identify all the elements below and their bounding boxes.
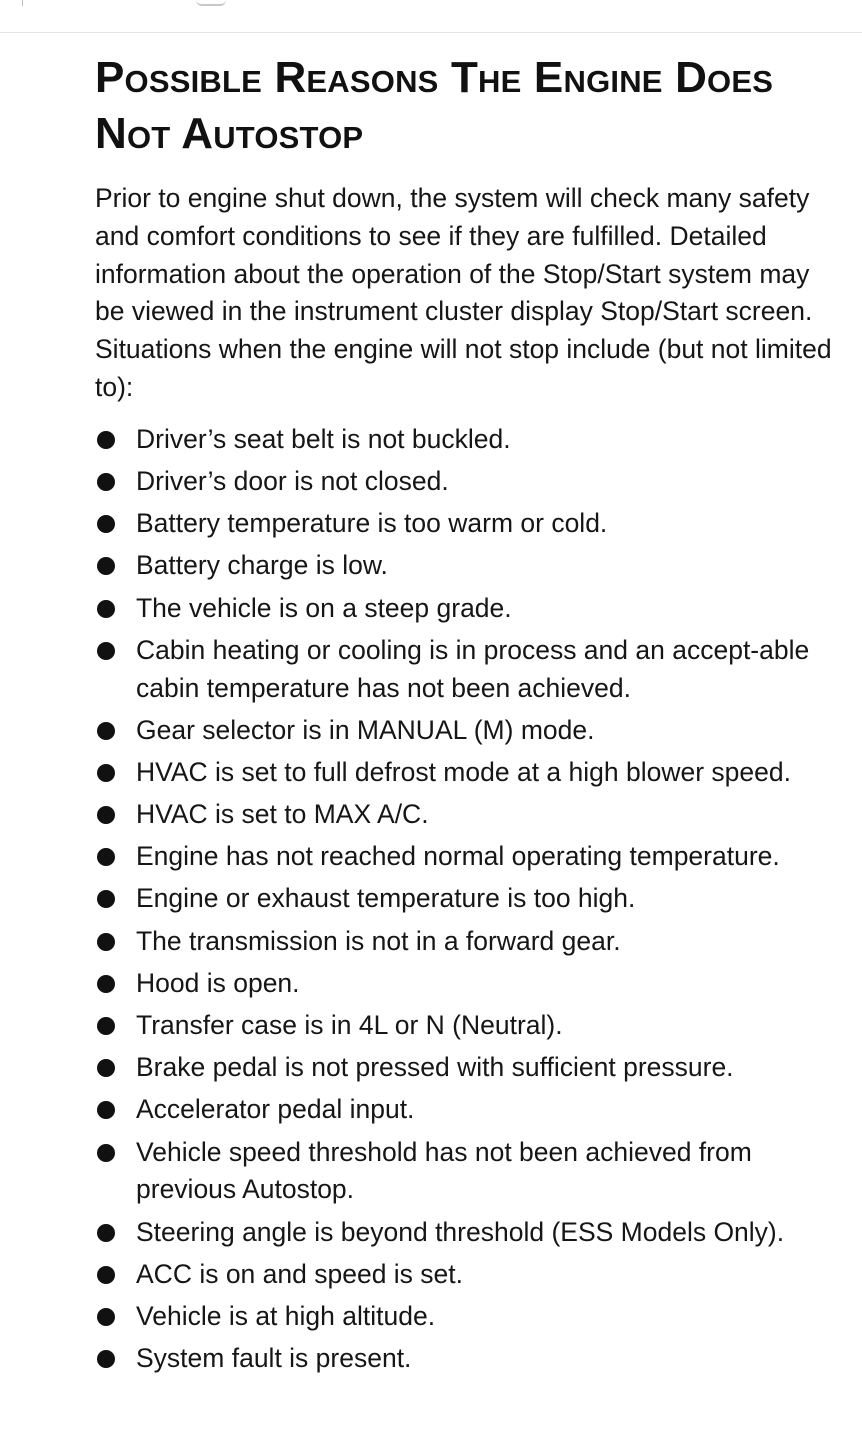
- reason-text: Engine or exhaust temperature is too high.: [136, 883, 636, 914]
- list-item: [95, 923, 835, 961]
- bullet-dot-icon: [97, 806, 115, 824]
- list-item: [95, 632, 835, 708]
- bullet-dot-icon: [97, 515, 115, 533]
- reason-text: Battery temperature is too warm or cold.: [136, 508, 608, 539]
- reason-text: Brake pedal is not pressed with sufficient pressure.: [136, 1052, 734, 1083]
- reason-text: Vehicle is at high altitude.: [136, 1300, 436, 1331]
- list-item: [95, 547, 835, 585]
- list-item: [95, 463, 835, 501]
- list-item: [95, 1340, 835, 1378]
- top-divider-tick: [22, 0, 23, 6]
- reason-text: Steering angle is beyond threshold (ESS Models Only).: [136, 1216, 785, 1247]
- bullet-dot-icon: [97, 1308, 115, 1326]
- bullet-dot-icon: [97, 1144, 115, 1162]
- reason-text: Hood is open.: [136, 967, 300, 998]
- list-item: [95, 1214, 835, 1252]
- section-title: Possible Reasons The Engine Does Not Autostop: [95, 53, 774, 158]
- bullet-dot-icon: [97, 557, 115, 575]
- bullet-dot-icon: [97, 431, 115, 449]
- bullet-dot-icon: [97, 642, 115, 660]
- reason-text: Battery charge is low.: [136, 550, 388, 581]
- bullet-dot-icon: [97, 600, 115, 618]
- reason-text: Accelerator pedal input.: [136, 1094, 415, 1125]
- cropped-heading-fragment: [196, 0, 226, 6]
- bullet-dot-icon: [97, 1017, 115, 1035]
- reason-text: Driver’s door is not closed.: [136, 465, 449, 496]
- page-content: [95, 50, 835, 1382]
- reason-text: System fault is present.: [136, 1343, 412, 1374]
- list-item: [95, 590, 835, 628]
- list-item: [95, 838, 835, 876]
- list-item: [95, 1134, 835, 1210]
- reason-text: Gear selector is in MANUAL (M) mode.: [136, 714, 595, 745]
- reason-text: Engine has not reached normal operating temperature.: [136, 841, 780, 872]
- reason-text: Transfer case is in 4L or N (Neutral).: [136, 1010, 563, 1041]
- reason-text: Cabin heating or cooling is in process and an accept-able cabin temperature has not been achieved.: [136, 634, 810, 703]
- bullet-dot-icon: [97, 473, 115, 491]
- bullet-dot-icon: [97, 848, 115, 866]
- reason-text: HVAC is set to MAX A/C.: [136, 799, 429, 830]
- list-item: [95, 1049, 835, 1087]
- reason-text: Vehicle speed threshold has not been achieved from previous Autostop.: [136, 1136, 752, 1205]
- list-item: [95, 1298, 835, 1336]
- list-item: [95, 965, 835, 1003]
- bullet-dot-icon: [97, 1224, 115, 1242]
- list-item: [95, 754, 835, 792]
- reason-text: The transmission is not in a forward gear.: [136, 925, 621, 956]
- reason-text: The vehicle is on a steep grade.: [136, 592, 512, 623]
- intro-paragraph: Prior to engine shut down, the system will check many safety and comfort conditions to see if they are fulfilled. Detailed information about the operation of the Stop/Start system may be viewed in the instrument cluster display Stop/Start screen. Situations when the engine will not stop include (but not limited to):: [95, 183, 832, 402]
- bullet-dot-icon: [97, 1059, 115, 1077]
- list-item: [95, 880, 835, 918]
- list-item: [95, 421, 835, 459]
- list-item: [95, 712, 835, 750]
- bullet-dot-icon: [97, 722, 115, 740]
- bullet-dot-icon: [97, 933, 115, 951]
- list-item: [95, 1007, 835, 1045]
- reasons-list: [95, 421, 835, 1378]
- bullet-dot-icon: [97, 764, 115, 782]
- reason-text: HVAC is set to full defrost mode at a high blower speed.: [136, 756, 791, 787]
- bullet-dot-icon: [97, 1266, 115, 1284]
- reason-text: Driver’s seat belt is not buckled.: [136, 423, 511, 454]
- list-item: [95, 1091, 835, 1129]
- list-item: [95, 796, 835, 834]
- top-bar: [0, 0, 862, 33]
- bullet-dot-icon: [97, 1350, 115, 1368]
- reason-text: ACC is on and speed is set.: [136, 1258, 464, 1289]
- list-item: [95, 505, 835, 543]
- list-item: [95, 1256, 835, 1294]
- bullet-dot-icon: [97, 975, 115, 993]
- bullet-dot-icon: [97, 890, 115, 908]
- bullet-dot-icon: [97, 1101, 115, 1119]
